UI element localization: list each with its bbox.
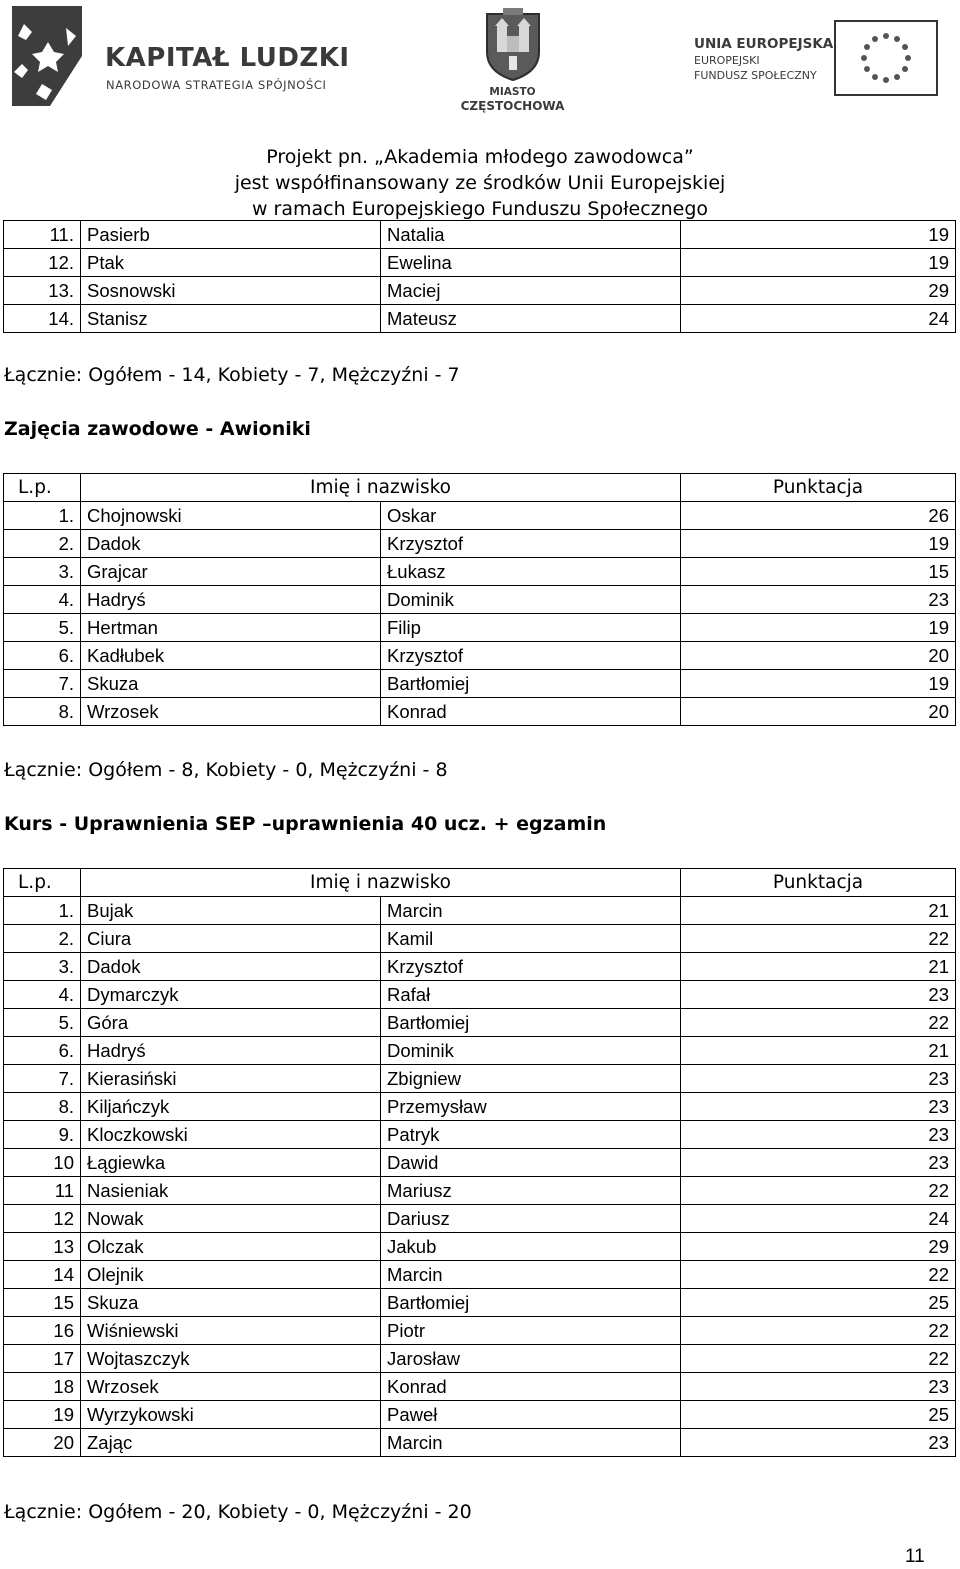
kapital-ludzki-subtitle: NARODOWA STRATEGIA SPÓJNOŚCI (106, 78, 327, 92)
table-row (4, 277, 956, 305)
row-number: 4. (4, 586, 81, 614)
first-name-cell: Marcin (381, 897, 681, 925)
score-cell: 22 (681, 925, 956, 953)
table-awioniki (3, 473, 956, 726)
row-number: 13 (4, 1233, 81, 1261)
surname-cell: Bujak (81, 897, 381, 925)
table-row (4, 698, 956, 726)
row-number: 1. (4, 897, 81, 925)
first-name-cell: Marcin (381, 1429, 681, 1457)
first-name-cell: Mariusz (381, 1177, 681, 1205)
score-cell: 24 (681, 1205, 956, 1233)
table-row (4, 925, 956, 953)
table-row (4, 1009, 956, 1037)
score-cell: 29 (681, 1233, 956, 1261)
row-number: 10 (4, 1149, 81, 1177)
row-number: 6. (4, 642, 81, 670)
row-number: 8. (4, 1093, 81, 1121)
kapital-ludzki-logo (2, 6, 350, 112)
score-cell: 26 (681, 502, 956, 530)
score-cell: 23 (681, 981, 956, 1009)
surname-cell: Kadłubek (81, 642, 381, 670)
first-name-cell: Jakub (381, 1233, 681, 1261)
first-name-cell: Krzysztof (381, 642, 681, 670)
surname-cell: Nasieniak (81, 1177, 381, 1205)
header-name: Imię i nazwisko (81, 474, 681, 502)
first-name-cell: Patryk (381, 1121, 681, 1149)
page-header (0, 0, 960, 118)
surname-cell: Grajcar (81, 558, 381, 586)
header-score: Punktacja (681, 474, 956, 502)
kapital-ludzki-emblem-icon (2, 6, 102, 112)
row-number: 8. (4, 698, 81, 726)
city-coat-of-arms-icon (483, 8, 543, 82)
first-name-cell: Filip (381, 614, 681, 642)
surname-cell: Skuza (81, 670, 381, 698)
header-score: Punktacja (681, 869, 956, 897)
eu-label-line2: EUROPEJSKI (694, 54, 760, 67)
score-cell: 25 (681, 1401, 956, 1429)
first-name-cell: Zbigniew (381, 1065, 681, 1093)
first-name-cell: Paweł (381, 1401, 681, 1429)
surname-cell: Stanisz (81, 305, 381, 333)
first-name-cell: Bartłomiej (381, 670, 681, 698)
first-name-cell: Jarosław (381, 1345, 681, 1373)
table-row (4, 221, 956, 249)
score-cell: 23 (681, 1373, 956, 1401)
surname-cell: Ptak (81, 249, 381, 277)
first-name-cell: Bartłomiej (381, 1009, 681, 1037)
table-row (4, 1373, 956, 1401)
score-cell: 19 (681, 614, 956, 642)
table-row (4, 1177, 956, 1205)
row-number: 3. (4, 558, 81, 586)
score-cell: 23 (681, 586, 956, 614)
first-name-cell: Ewelina (381, 249, 681, 277)
row-number: 1. (4, 502, 81, 530)
czestochowa-logo (455, 6, 570, 114)
surname-cell: Wyrzykowski (81, 1401, 381, 1429)
surname-cell: Sosnowski (81, 277, 381, 305)
row-number: 2. (4, 925, 81, 953)
first-name-cell: Mateusz (381, 305, 681, 333)
surname-cell: Pasierb (81, 221, 381, 249)
row-number: 16 (4, 1317, 81, 1345)
table-row (4, 558, 956, 586)
header-name: Imię i nazwisko (81, 869, 681, 897)
first-name-cell: Rafał (381, 981, 681, 1009)
eu-flag-icon (834, 20, 938, 96)
first-name-cell: Dariusz (381, 1205, 681, 1233)
row-number: 20 (4, 1429, 81, 1457)
summary-table1: Łącznie: Ogółem - 14, Kobiety - 7, Mężczyźni - 7 (4, 364, 460, 386)
surname-cell: Zając (81, 1429, 381, 1457)
row-number: 18 (4, 1373, 81, 1401)
eu-label-line3: FUNDUSZ SPOŁECZNY (694, 69, 817, 82)
score-cell: 21 (681, 1037, 956, 1065)
surname-cell: Olczak (81, 1233, 381, 1261)
row-number: 14. (4, 305, 81, 333)
table-sep (3, 868, 956, 1457)
first-name-cell: Konrad (381, 1373, 681, 1401)
page-number: 11 (905, 1546, 925, 1567)
section-title-sep: Kurs - Uprawnienia SEP –uprawnienia 40 ucz. + egzamin (4, 813, 607, 835)
first-name-cell: Maciej (381, 277, 681, 305)
row-number: 17 (4, 1345, 81, 1373)
score-cell: 23 (681, 1121, 956, 1149)
score-cell: 25 (681, 1289, 956, 1317)
row-number: 3. (4, 953, 81, 981)
table-row (4, 1205, 956, 1233)
table-row (4, 586, 956, 614)
row-number: 7. (4, 670, 81, 698)
score-cell: 22 (681, 1177, 956, 1205)
header-lp: L.p. (4, 474, 81, 502)
score-cell: 19 (681, 530, 956, 558)
table-row (4, 1317, 956, 1345)
table-row (4, 981, 956, 1009)
row-number: 11. (4, 221, 81, 249)
table-header-row (4, 869, 956, 897)
surname-cell: Wrzosek (81, 1373, 381, 1401)
surname-cell: Olejnik (81, 1261, 381, 1289)
first-name-cell: Dominik (381, 586, 681, 614)
summary-table2: Łącznie: Ogółem - 8, Kobiety - 0, Mężczyźni - 8 (4, 759, 448, 781)
table-row (4, 305, 956, 333)
first-name-cell: Bartłomiej (381, 1289, 681, 1317)
surname-cell: Wiśniewski (81, 1317, 381, 1345)
first-name-cell: Marcin (381, 1261, 681, 1289)
score-cell: 23 (681, 1149, 956, 1177)
surname-cell: Dymarczyk (81, 981, 381, 1009)
row-number: 15 (4, 1289, 81, 1317)
surname-cell: Hadryś (81, 586, 381, 614)
score-cell: 22 (681, 1009, 956, 1037)
section-title-awioniki: Zajęcia zawodowe - Awioniki (4, 418, 311, 440)
score-cell: 23 (681, 1065, 956, 1093)
eu-label-line1: UNIA EUROPEJSKA (694, 36, 834, 52)
first-name-cell: Dawid (381, 1149, 681, 1177)
surname-cell: Wrzosek (81, 698, 381, 726)
surname-cell: Łągiewka (81, 1149, 381, 1177)
project-line-3: w ramach Europejskiego Funduszu Społecznego (251, 198, 709, 220)
surname-cell: Ciura (81, 925, 381, 953)
row-number: 4. (4, 981, 81, 1009)
row-number: 13. (4, 277, 81, 305)
table-row (4, 1121, 956, 1149)
score-cell: 22 (681, 1317, 956, 1345)
row-number: 7. (4, 1065, 81, 1093)
row-number: 14 (4, 1261, 81, 1289)
first-name-cell: Przemysław (381, 1093, 681, 1121)
table-row (4, 1149, 956, 1177)
surname-cell: Wojtaszczyk (81, 1345, 381, 1373)
score-cell: 19 (681, 249, 956, 277)
city-label-line2: CZĘSTOCHOWA (460, 99, 565, 113)
surname-cell: Kiljańczyk (81, 1093, 381, 1121)
row-number: 5. (4, 614, 81, 642)
score-cell: 20 (681, 642, 956, 670)
row-number: 2. (4, 530, 81, 558)
row-number: 12 (4, 1205, 81, 1233)
first-name-cell: Oskar (381, 502, 681, 530)
first-name-cell: Natalia (381, 221, 681, 249)
surname-cell: Dadok (81, 530, 381, 558)
first-name-cell: Dominik (381, 1037, 681, 1065)
first-name-cell: Piotr (381, 1317, 681, 1345)
surname-cell: Kierasiński (81, 1065, 381, 1093)
summary-table3: Łącznie: Ogółem - 20, Kobiety - 0, Mężczyźni - 20 (4, 1501, 472, 1523)
table-header-row (4, 474, 956, 502)
score-cell: 23 (681, 1093, 956, 1121)
score-cell: 24 (681, 305, 956, 333)
table-row (4, 1401, 956, 1429)
first-name-cell: Krzysztof (381, 953, 681, 981)
table-row (4, 249, 956, 277)
table-row (4, 1261, 956, 1289)
surname-cell: Chojnowski (81, 502, 381, 530)
eu-efs-logo (690, 20, 945, 100)
first-name-cell: Łukasz (381, 558, 681, 586)
surname-cell: Skuza (81, 1289, 381, 1317)
table-row (4, 1233, 956, 1261)
first-name-cell: Kamil (381, 925, 681, 953)
city-label-line1: MIASTO (489, 86, 536, 98)
surname-cell: Góra (81, 1009, 381, 1037)
table-row (4, 1065, 956, 1093)
kapital-ludzki-title: KAPITAŁ LUDZKI (105, 43, 350, 73)
score-cell: 23 (681, 1429, 956, 1457)
table-row (4, 1289, 956, 1317)
table-continued (3, 220, 956, 333)
score-cell: 19 (681, 221, 956, 249)
table-row (4, 1093, 956, 1121)
first-name-cell: Krzysztof (381, 530, 681, 558)
row-number: 5. (4, 1009, 81, 1037)
surname-cell: Dadok (81, 953, 381, 981)
row-number: 19 (4, 1401, 81, 1429)
row-number: 12. (4, 249, 81, 277)
row-number: 9. (4, 1121, 81, 1149)
table-row (4, 502, 956, 530)
surname-cell: Hertman (81, 614, 381, 642)
row-number: 6. (4, 1037, 81, 1065)
score-cell: 21 (681, 897, 956, 925)
score-cell: 21 (681, 953, 956, 981)
table-row (4, 1037, 956, 1065)
table-row (4, 530, 956, 558)
project-line-2: jest współfinansowany ze środków Unii Europejskiej (234, 172, 726, 194)
table-row (4, 953, 956, 981)
score-cell: 15 (681, 558, 956, 586)
score-cell: 22 (681, 1345, 956, 1373)
table-row (4, 897, 956, 925)
table-row (4, 614, 956, 642)
table-row (4, 670, 956, 698)
table-row (4, 642, 956, 670)
score-cell: 22 (681, 1261, 956, 1289)
surname-cell: Hadryś (81, 1037, 381, 1065)
row-number: 11 (4, 1177, 81, 1205)
table-row (4, 1429, 956, 1457)
table-row (4, 1345, 956, 1373)
score-cell: 29 (681, 277, 956, 305)
header-lp: L.p. (4, 869, 81, 897)
score-cell: 20 (681, 698, 956, 726)
score-cell: 19 (681, 670, 956, 698)
project-line-1: Projekt pn. „Akademia młodego zawodowca” (266, 146, 694, 168)
first-name-cell: Konrad (381, 698, 681, 726)
surname-cell: Kloczkowski (81, 1121, 381, 1149)
surname-cell: Nowak (81, 1205, 381, 1233)
